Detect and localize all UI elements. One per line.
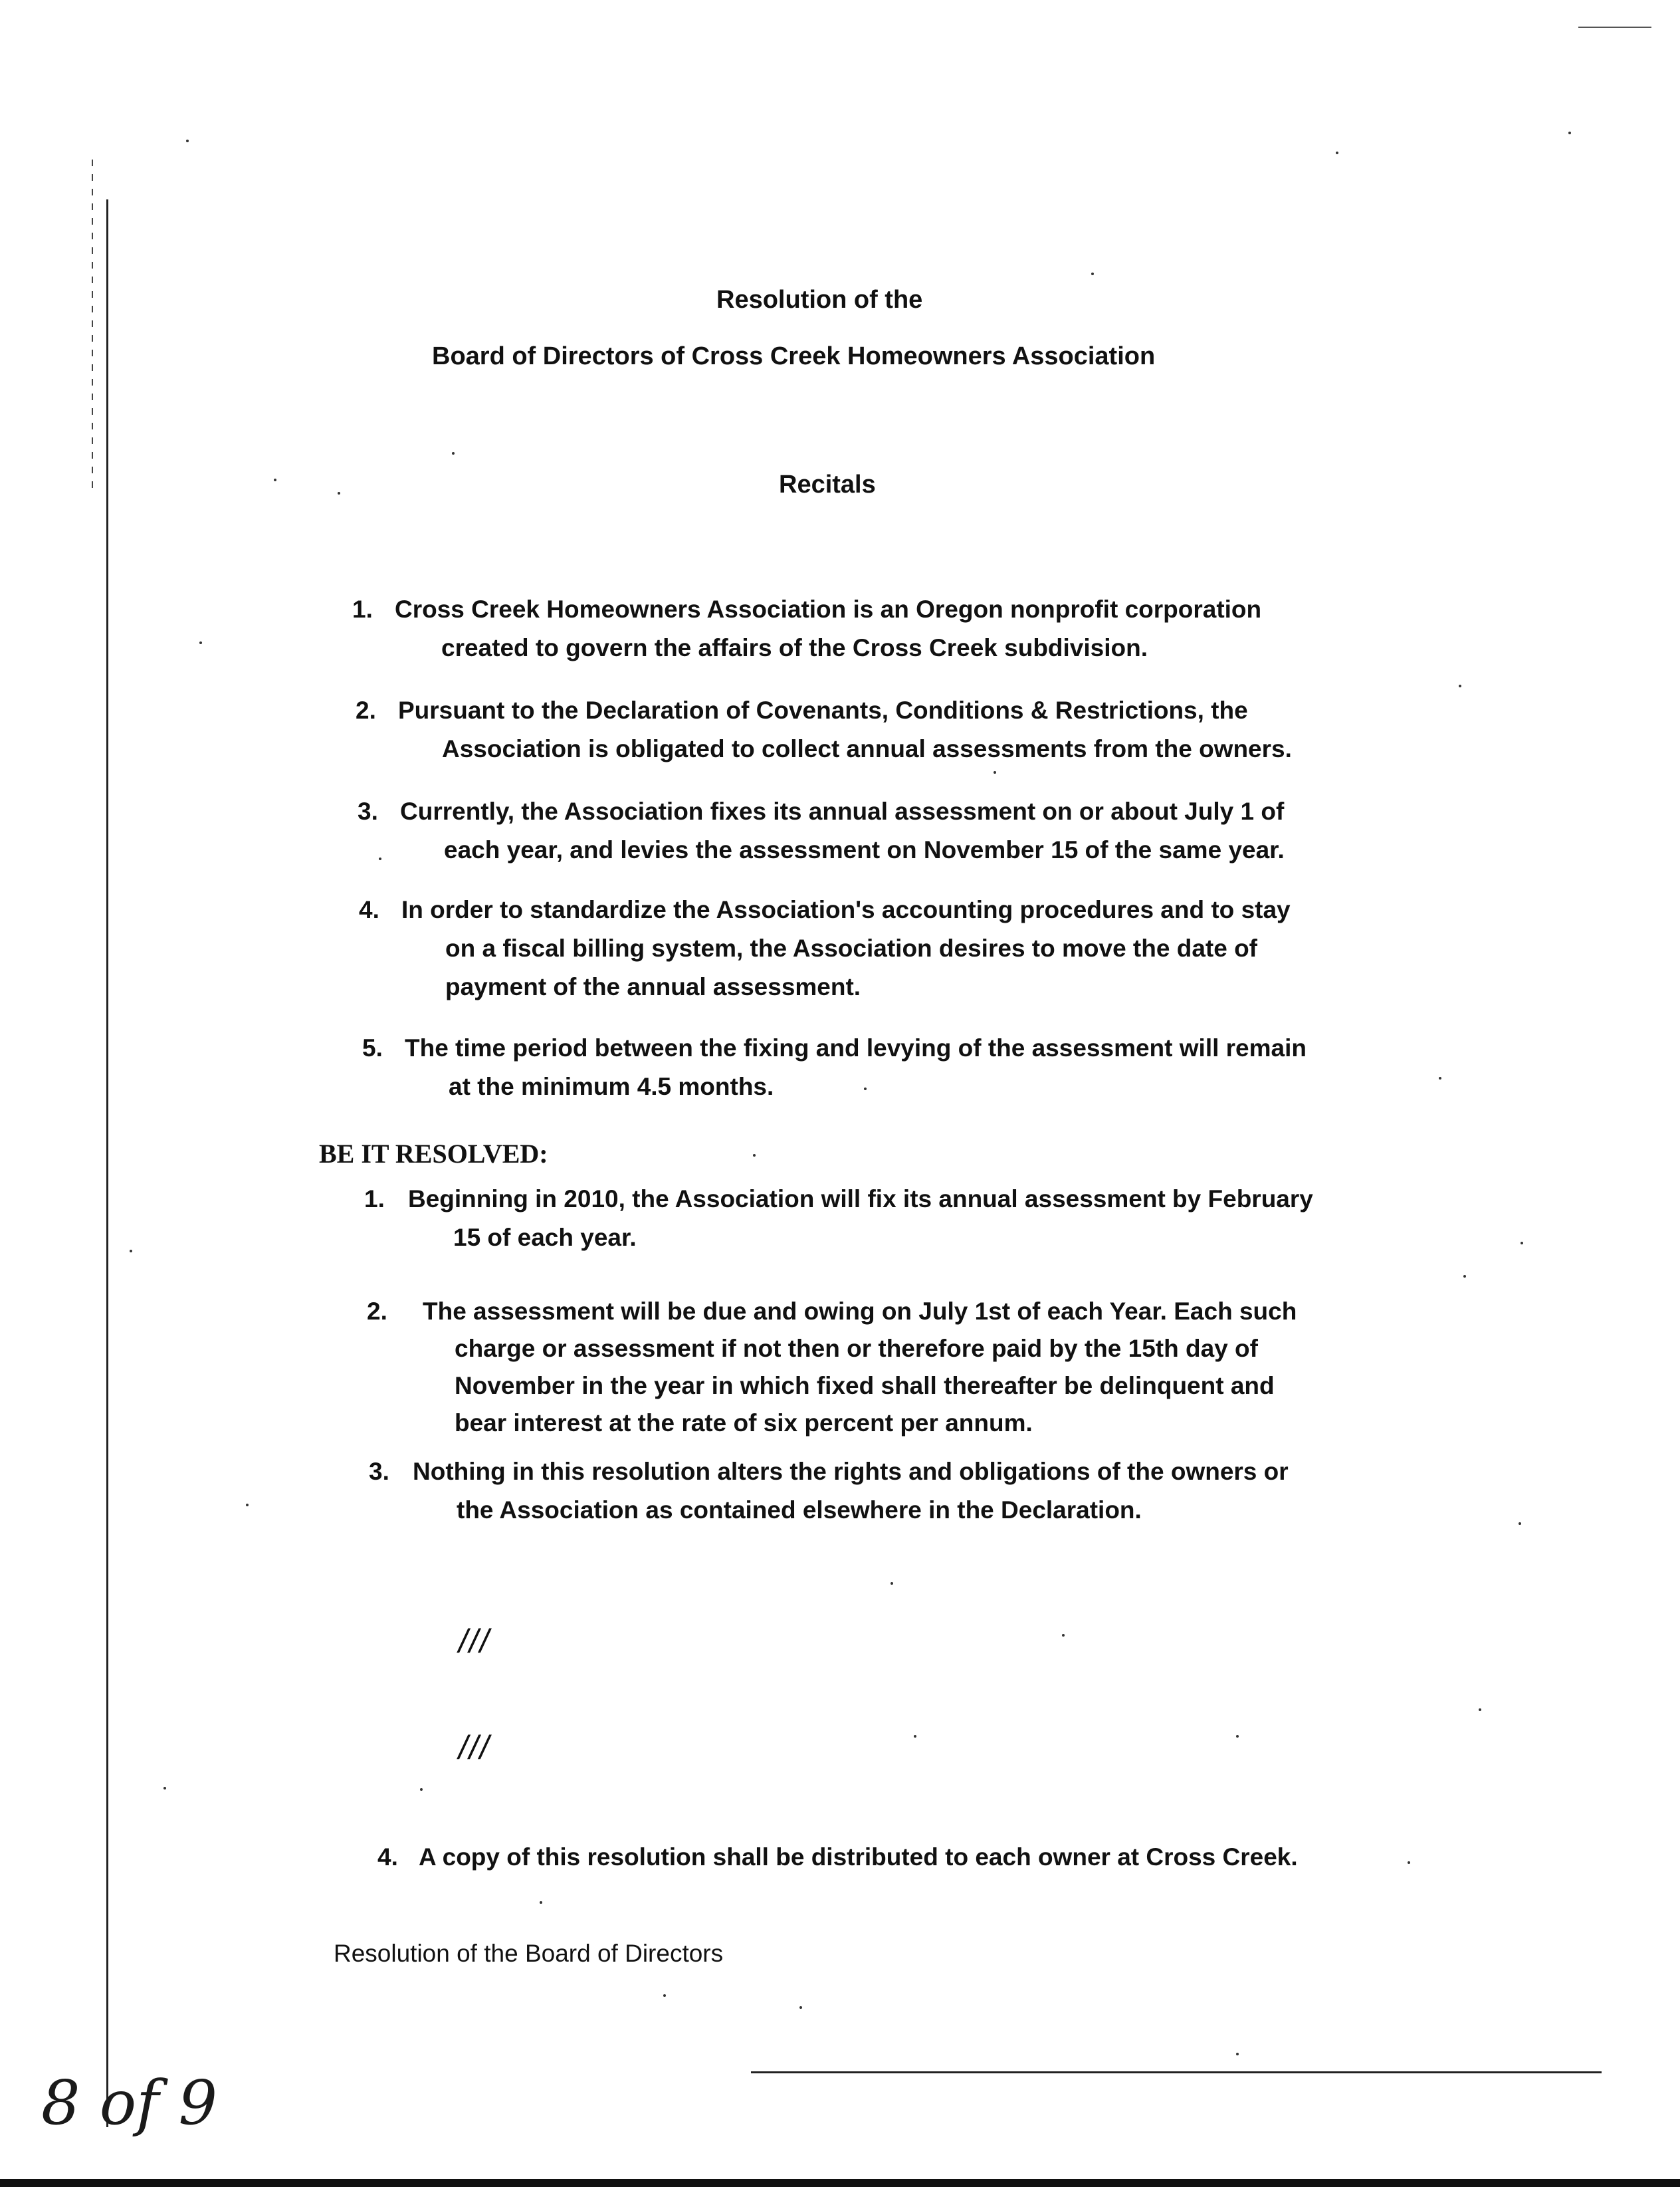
scan-speck [186, 140, 189, 142]
scan-speck [130, 1250, 132, 1252]
recital-item-3 [358, 792, 1285, 869]
scan-speck [1439, 1077, 1441, 1080]
recital-line: each year, and levies the assessment on November 15 of the same year. [444, 836, 1285, 863]
scan-speck [663, 1994, 666, 1997]
document-subtitle: Board of Directors of Cross Creek Homeowners Association [432, 342, 1156, 370]
recital-item-4 [359, 891, 1291, 1006]
scan-speck [274, 479, 276, 481]
resolved-line: November in the year in which fixed shall thereafter be delinquent and [455, 1372, 1275, 1399]
resolved-number: 3. [369, 1458, 389, 1485]
recital-line: Pursuant to the Declaration of Covenants, Conditions & Restrictions, the [398, 697, 1248, 724]
recital-line: In order to standardize the Association's accounting procedures and to stay [401, 896, 1291, 923]
recital-line: Currently, the Association fixes its annual assessment on or about July 1 of [400, 798, 1285, 825]
scan-speck [420, 1788, 423, 1791]
scan-speck [1408, 1861, 1410, 1864]
scan-speck [1479, 1708, 1481, 1711]
scan-speck [452, 452, 455, 455]
recital-line: Association is obligated to collect annual assessments from the owners. [442, 735, 1292, 762]
recitals-heading: Recitals [779, 471, 876, 499]
resolved-heading: BE IT RESOLVED: [319, 1139, 548, 1169]
resolved-item-1 [364, 1180, 1313, 1257]
scan-speck [864, 1088, 867, 1090]
resolved-line: 15 of each year. [453, 1224, 637, 1251]
scan-speck [1463, 1275, 1466, 1278]
scan-speck [540, 1901, 542, 1904]
resolved-item-4 [377, 1838, 1298, 1877]
recital-number: 2. [356, 697, 376, 724]
resolved-line: A copy of this resolution shall be distributed to each owner at Cross Creek. [419, 1843, 1298, 1871]
scan-speck [1236, 1735, 1239, 1738]
resolved-number: 1. [364, 1185, 385, 1212]
recital-number: 3. [358, 798, 378, 825]
recital-item-1 [352, 590, 1261, 667]
recital-line: created to govern the affairs of the Cross Creek subdivision. [441, 634, 1148, 661]
resolved-line: the Association as contained elsewhere in the Declaration. [457, 1496, 1142, 1524]
scan-speck [1336, 152, 1338, 154]
scan-speck [379, 858, 381, 860]
scan-speck [246, 1504, 249, 1506]
handwritten-page-number: 8 of 9 [41, 2067, 217, 2138]
scan-speck [1236, 2053, 1239, 2055]
margin-rule [106, 199, 108, 2127]
scan-speck [199, 641, 202, 644]
document-title: Resolution of the [716, 286, 923, 314]
recital-number: 1. [352, 596, 373, 623]
scan-speck [1519, 1522, 1521, 1525]
scan-speck [1568, 132, 1571, 134]
scan-speck [1459, 685, 1461, 687]
margin-dashes [92, 160, 93, 492]
recital-number: 5. [362, 1034, 383, 1062]
resolved-item-3 [369, 1452, 1289, 1530]
scan-speck [914, 1735, 916, 1738]
resolved-line: bear interest at the rate of six percent per annum. [455, 1409, 1033, 1437]
footer-title: Resolution of the Board of Directors [334, 1940, 724, 1967]
scan-speck [338, 492, 340, 495]
recital-line: on a fiscal billing system, the Association desires to move the date of [445, 935, 1257, 962]
recital-line: at the minimum 4.5 months. [449, 1073, 774, 1100]
recital-item-2 [356, 691, 1292, 768]
resolved-line: The assessment will be due and owing on July 1st of each Year. Each such [423, 1298, 1297, 1325]
resolved-line: Nothing in this resolution alters the rights and obligations of the owners or [413, 1458, 1289, 1485]
scan-speck [799, 2006, 802, 2009]
scan-speck [163, 1787, 166, 1789]
resolved-number: 2. [367, 1298, 387, 1325]
resolved-line: Beginning in 2010, the Association will fix its annual assessment by February [408, 1185, 1313, 1212]
recital-number: 4. [359, 896, 379, 923]
resolved-number: 4. [377, 1843, 398, 1871]
continuation-mark: /// [459, 1623, 490, 1660]
scan-speck [891, 1582, 893, 1585]
continuation-mark: /// [459, 1729, 490, 1766]
scan-edge [0, 2179, 1680, 2187]
scan-speck [753, 1154, 756, 1157]
scan-mark [1578, 27, 1651, 28]
resolved-item-2 [367, 1293, 1297, 1442]
recital-line: Cross Creek Homeowners Association is an Oregon nonprofit corporation [395, 596, 1262, 623]
resolved-line: charge or assessment if not then or therefore paid by the 15th day of [455, 1335, 1258, 1362]
scan-speck [1521, 1242, 1523, 1244]
scan-speck [1062, 1634, 1065, 1637]
recital-line: The time period between the fixing and levying of the assessment will remain [405, 1034, 1307, 1062]
scan-speck [1091, 273, 1094, 275]
recital-line: payment of the annual assessment. [445, 973, 861, 1000]
signature-rule [751, 2071, 1602, 2073]
scan-speck [994, 771, 996, 774]
recital-item-5 [362, 1029, 1307, 1106]
